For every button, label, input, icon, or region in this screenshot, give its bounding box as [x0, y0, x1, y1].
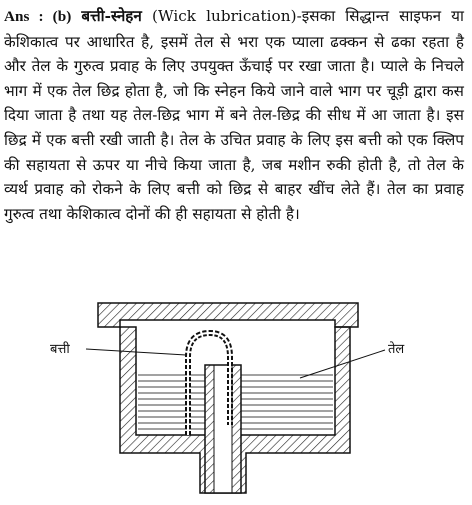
answer-term: बत्ती-स्नेहन	[81, 7, 142, 25]
label-wick: बत्ती	[50, 342, 70, 357]
wick-lubricator-diagram	[0, 295, 472, 505]
lid	[98, 303, 358, 327]
answer-body: -इसका सिद्धान्त साइफन या केशिकात्व पर आधारित है, इसमें तेल से भरा एक प्याला ढक्कन से ढका रहता है और तेल के गुरुत्व प्रवाह के लिए उपयुक्त ऊँचाई पर रखा जाता है। प्याले के निचले भाग में एक तेल छिद्र होता है, जो कि स्नेहन किये जाने वाले भाग पर चूड़ी द्वारा कस दिया जाता है तथा यह तेल-छिद्र भाग में बने तेल-छिद्र की सीध में आ जाता है। इस छिद्र में एक बत्ती रखी जाती है। तेल के उचित प्रवाह के लिए इस बत्ती को एक क्लिप की सहायता से ऊपर या नीचे किया जाता है, जब मशीन रुकी होती है, तो तेल के व्यर्थ प्रवाह को रोकने के लिए बत्ती को छिद्र से बाहर खींच लेते हैं। तेल का प्रवाह गुरुत्व तथा केशिकात्व दोनों की ही सहायता से होती है।	[4, 7, 464, 223]
answer-paragraph	[4, 4, 464, 226]
label-oil: तेल	[388, 342, 405, 357]
answer-term-english: (Wick lubrication)	[141, 7, 297, 25]
answer-prefix: Ans : (b)	[4, 8, 72, 25]
